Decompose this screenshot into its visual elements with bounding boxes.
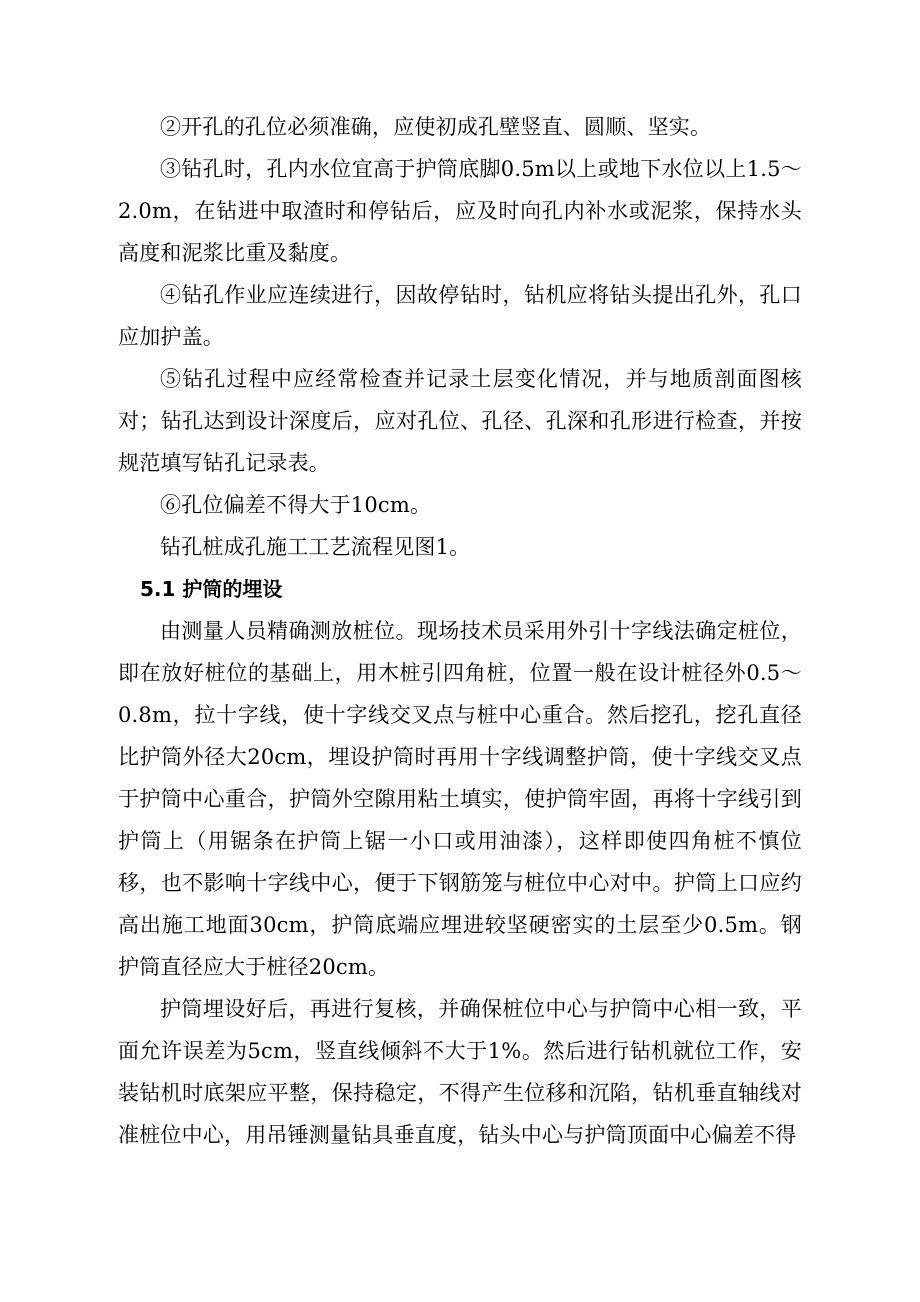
- paragraph-casing-check: 护筒埋设好后，再进行复核，并确保桩位中心与护筒中心相一致，平面允许误差为5cm，竖直线倾斜不大于1%。然后进行钻机就位工作，安装钻机时底架应平整，保持稳定，不得产生位移和沉陷，钻机垂直轴线对准桩位中心，用吊锤测量钻具垂直度，钻头中心与护筒顶面中心偏差不得: [118, 997, 802, 1147]
- paragraph-flow-reference: 钻孔桩成孔施工工艺流程见图1。: [160, 535, 471, 559]
- document-body: [118, 106, 802, 1156]
- section-heading: 5.1 护筒的埋设: [140, 577, 283, 601]
- paragraph-hole-deviation: ⑥孔位偏差不得大于10cm。: [160, 493, 432, 517]
- paragraph-hole-position: ②开孔的孔位必须准确，应使初成孔壁竖直、圆顺、坚实。: [160, 115, 712, 139]
- paragraph-casing-setting: 由测量人员精确测放桩位。现场技术员采用外引十字线法确定桩位，即在放好桩位的基础上，用木桩引四角桩，位置一般在设计桩径外0.5～0.8m，拉十字线，使十字线交叉点与桩中心重合。然后挖孔，挖孔直径比护筒外径大20cm，埋设护筒时再用十字线调整护筒，使十字线交叉点于护筒中心重合，护筒外空隙用粘土填实，使护筒牢固，再将十字线引到护筒上（用锯条在护筒上锯一小口或用油漆），这样即使四角桩不慎位移，也不影响十字线中心，便于下钢筋笼与桩位中心对中。护筒上口应约高出施工地面30cm，护筒底端应埋进较坚硬密实的土层至少0.5m。钢护筒直径应大于桩径20cm。: [118, 619, 802, 979]
- paragraph-continuous-drilling: ④钻孔作业应连续进行，因故停钻时，钻机应将钻头提出孔外，孔口应加护盖。: [118, 283, 802, 349]
- paragraph-soil-record: ⑤钻孔过程中应经常检查并记录土层变化情况，并与地质剖面图核对；钻孔达到设计深度后，应对孔位、孔径、孔深和孔形进行检查，并按规范填写钻孔记录表。: [118, 367, 802, 475]
- paragraph-water-level: ③钻孔时，孔内水位宜高于护筒底脚0.5m以上或地下水位以上1.5～2.0m，在钻进中取渣时和停钻后，应及时向孔内补水或泥浆，保持水头高度和泥浆比重及黏度。: [118, 157, 802, 265]
